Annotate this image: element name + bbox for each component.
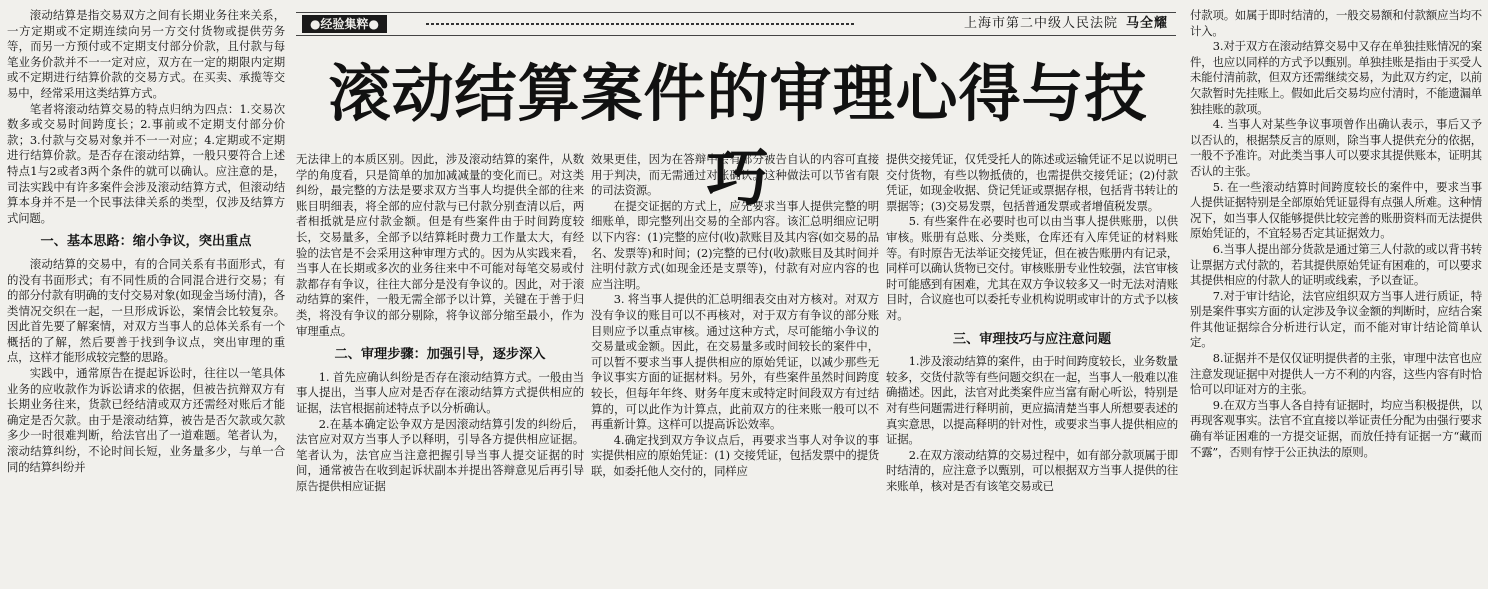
court-name: 上海市第二中级人民法院 [963,16,1118,31]
paragraph: 2.在基本确定讼争双方是因滚动结算引发的纠纷后，法官应对双方当事人予以释明，引导各方提供相应证据。笔者认为，法官应当注意把握引导当事人提交证据的时间，通常被告在收到起诉状副本并提出答辩意见后再引导原告提供相应证据 [296,416,584,493]
paragraph: 无法律上的本质区别。因此，涉及滚动结算的案件，从数学的角度看，只是简单的加加减减量的变化而已。对这类纠纷，最完整的方法是要求双方当事人均提供全部的往来账目明细表，将全部的应付款与已付款分别查清以后，两者相抵就是应付款金额。但是有些案件由于时间跨度较长，交易量多，全部予以结算耗时费力工作量太大，有经验的法官是不会采用这种审理方式的。因为从实践来看，当事人在长期或多次的业务往来中不可能对每笔交易或付款都存有争议，往往大部分是没有争议的。因此，对于滚动结算的案件，一般无需全部予以计算，关键在于善于归类，将没有争议的部分剔除，将争议部分缩至最小，作为审理重点。 [296,152,584,338]
paragraph: 9.在双方当事人各自持有证据时，均应当积极提供，以再现客观事实。法官不宜直接以举证责任分配为由强行要求确有举证困难的一方提交证据，而放任持有证据一方“藏而不露”，否则有悖于公正执法的原则。 [1190,397,1482,459]
column-tag: ●经验集粹● [302,15,387,33]
column-3 [591,152,879,584]
paragraph: 在提交证据的方式上，应先要求当事人提供完整的明细账单，即完整列出交易的全部内容。该汇总明细应记明以下内容：(1)完整的应付(收)款账目及其内容(如交易的品名、发票等)和时间；(2)完整的已付(收)款账目及其时间并注明付款方式(如现金还是支票等)，付款有对应内容的也应当注明。 [591,198,879,291]
paragraph: 1.涉及滚动结算的案件，由于时间跨度较长，业务数量较多，交货付款等有些问题交织在一起，当事人一般难以准确描述。因此，法官对此类案件应当富有耐心听讼，特别是对有些问题需进行释明前，更应搞清楚当事人所想要表述的真实意思，以提高释明的针对性，或要求当事人提供相应的证据。 [886,354,1178,447]
byline [964,15,1168,33]
paragraph: 付款项。如属于即时结清的，一般交易额和付款额应当均不计入。 [1190,8,1482,38]
section-heading-3: 三、审理技巧与应注意问题 [952,331,1112,347]
paragraph: 2.在双方滚动结算的交易过程中，如有部分款项属于即时结清的，应注意予以甄别，可以根据双方当事人提供的往来账单，核对是否有该笔交易或已 [886,447,1178,493]
paragraph: 效果更佳，因为在答辩中会有部分被告自认的内容可直接用于判决，而无需通过对账确认。这种做法可以节省有限的司法资源。 [591,152,879,198]
paragraph: 6.当事人提出部分货款是通过第三人付款的或以背书转让票据方式付款的，若其提供原始凭证有困难的，可以要求其提供相应的付款人的证明或线索，予以查证。 [1190,241,1482,288]
column-1 [7,8,285,586]
paragraph: 8.证据并不是仅仅证明提供者的主张，审理中法官也应注意发现证据中对提供人一方不利的内容，这些内容有时恰恰可以印证对方的主张。 [1190,351,1482,397]
column-5 [1190,8,1482,586]
column-2 [296,152,584,584]
paragraph: 实践中，通常原告在提起诉讼时，往往以一笔具体业务的应收款作为诉讼请求的依据，但被告抗辩双方有长期业务往来，货款已经结清或双方还需经对账后才能确定是否欠款。由于是滚动结算，被告是否欠款或欠款多少一时很难判断，给法官出了一道难题。笔者认为，滚动结算纠纷，不论时间长短，业务量多少，与单一合同的结算纠纷并 [7,366,285,474]
paragraph: 1. 首先应确认纠纷是否存在滚动结算方式。一般由当事人提出，当事人应对是否存在滚动结算方式提供相应的证据，法官根据前述特点予以分析确认。 [296,369,584,415]
column-banner [296,12,1176,36]
column-4 [886,152,1178,584]
paragraph: 7.对于审计结论，法官应组织双方当事人进行质证，特别是案件事实方面的认定涉及争议金额的判断时，应结合案件其他证据综合分析进行认定，而不能对审计结论简单认定。 [1190,288,1482,350]
paragraph: 笔者将滚动结算交易的特点归纳为四点：1.交易次数多或交易时间跨度长；2.事前或不定期支付部分价款；3.付款与交易对象并不一一对应；4.定期或不定期进行结算价款。是否存在滚动结算，一般只要符合上述特点1与2或者3两个条件的就可以确认。应注意的是，司法实践中有许多案件会涉及滚动结算方式，但滚动结算本身并不是一个民事法律关系的类型，仅涉及结算方式问题。 [7,101,285,225]
paragraph: 3. 将当事人提供的汇总明细表交由对方核对。对双方没有争议的账目可以不再核对，对于双方有争议的部分账目则应予以重点审核。通过这种方式，尽可能缩小争议的交易量或金额。因此，在交易量多或时间较长的案件中，可以暂不要求当事人提供相应的原始凭证，以减少那些无争议事实方面的证据材料。另外，有些案件虽然时间跨度较长，但每年年终、财务年度末或特定时间段双方有过结算的，可以此作为计算点，此前双方的往来账一般可以不再重新计算。这样可以提高诉讼效率。 [591,292,879,432]
paragraph: 5. 有些案件在必要时也可以由当事人提供账册，以供审核。账册有总账、分类账，仓库还有入库凭证的材料账等。有时原告无法举证交接凭证，但在被告账册内有记录，同样可以确认货物已交付。审核账册专业性较强，法官审核时可能感到有困难，尤其在双方争议较多又一时无法对清账目时，合议庭也可以委托专业机构说明或审计的方式予以核对。 [886,214,1178,322]
paragraph: 5. 在一些滚动结算时间跨度较长的案件中，要求当事人提供证据特别是全部原始凭证显得有点强人所难。这种情况下，如当事人仅能够提供比较完善的账册资料而无法提供原始凭证的，不宜轻易否定其证据效力。 [1190,179,1482,241]
section-heading-1: 一、基本思路：缩小争议，突出重点 [40,234,252,250]
paragraph: 提供交接凭证，仅凭受托人的陈述或运输凭证不足以说明已交付货物，有些以物抵债的，也需提供交接凭证；(2)付款凭证，如现金收据、贷记凭证或票据存根，包括背书转让的票据等；(3)交易发票，包括普通发票或者增值税发票。 [886,152,1178,213]
paragraph: 4.确定找到双方争议点后，再要求当事人对争议的事实提供相应的原始凭证：(1) 交接凭证，包括发票中的提货联，如委托他人交付的，同样应 [591,432,879,478]
section-heading-2: 二、审理步骤：加强引导，逐步深入 [334,347,546,363]
paragraph: 4. 当事人对某些争议事项曾作出确认表示，事后又予以否认的，根据禁反言的原则，除当事人提供充分的依据，一般不予准许。对此类当事人可以要求其提供账本，证明其否认的主张。 [1190,117,1482,178]
paragraph: 滚动结算的交易中，有的合同关系有书面形式，有的没有书面形式；有不同性质的合同混合进行交易；有的部分付款有明确的支付交易对象(如现金当场付清)，各类情况交织在一起，一旦形成诉讼，案情会比较复杂。因此首先要了解案情，对双方当事人的总体关系有一个概括的了解，然后要善于找到争议点，突出审理的重点，这样才能形成较完整的思路。 [7,256,285,365]
banner-rule [426,23,856,25]
paragraph: 3.对于双方在滚动结算交易中又存在单独挂账情况的案件，也应以同样的方式予以甄别。单独挂账是指由于买受人未能付清前款，但双方还需继续交易，为此双方约定，以前欠款暂时先挂账上。假如此后交易均应付清时，不能遗漏单独挂账的款项。 [1190,39,1482,116]
paragraph: 滚动结算是指交易双方之间有长期业务往来关系，一方定期或不定期连续向另一方交付货物或提供劳务等，而另一方预付或不定期支付部分价款，且付款与每笔业务价款并不一一定对应，双方在一定的期限内定期或不定期进行结算价款的交易方式。在买卖、承揽等交易中，经常采用这类结算方式。 [7,8,285,100]
author-name: 马全耀 [1125,16,1168,31]
article-title: 滚动结算案件的审理心得与技巧 [328,57,1148,214]
